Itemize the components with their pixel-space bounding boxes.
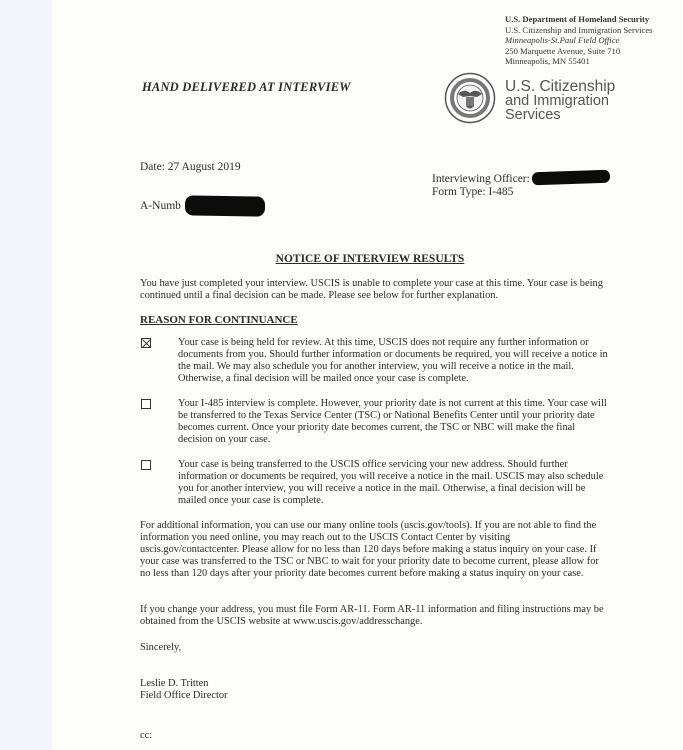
reason-heading: REASON FOR CONTINUANCE: [140, 314, 298, 326]
closing: Sincerely,: [140, 642, 182, 653]
officer-label: Interviewing Officer:: [432, 173, 530, 185]
option-1-text: Your case is being held for review. At this time, USCIS does not require any further information or documents from you. Should further information or documents be required, you will receive a notice in the mail. We may also schedule you for another interview, you will receive a notice in the mail. Otherwise, a final decision will be mailed once your case is complete.: [178, 337, 608, 384]
form-type: Form Type: I-485: [432, 186, 514, 198]
option-2-checkbox: [141, 399, 151, 409]
signature-block: [140, 678, 228, 702]
hand-delivered-label: HAND DELIVERED AT INTERVIEW: [142, 80, 351, 94]
logo-line2: and Immigration: [505, 93, 609, 109]
dept-name: U.S. Department of Homeland Security: [505, 14, 650, 24]
logo-line1: U.S. Citizenship: [505, 78, 616, 95]
additional-info-paragraph: For additional information, you can use our many online tools (uscis.gov/tools). If you are not able to find the information you need online, you may reach out to the USCIS Contact Center by visiting uscis.gov/contactcenter. Please allow for no less than 120 days before making a status inquiry on your case. If your case was transferred to the TSC or NBC to wait for your priority date to become current, please allow for no less than 120 days after your priority date becomes current before making a status inquiry on your case.: [140, 520, 599, 579]
address-change-paragraph: If you change your address, you must file Form AR-11. Form AR-11 information and filing instructions may be obtained from the USCIS website at www.uscis.gov/addresschange.: [140, 604, 604, 627]
option-3-checkbox: [141, 460, 151, 470]
uscis-logo: [505, 80, 615, 122]
signer-name: Leslie D. Tritten: [140, 678, 209, 689]
field-office: Minneapolis-St.Paul Field Office: [505, 35, 620, 45]
logo-line3: Services: [505, 107, 561, 123]
officer-redaction: [532, 170, 610, 186]
city-address: Minneapolis, MN 55401: [505, 56, 590, 66]
a-number-label: A-Numb: [140, 200, 181, 212]
agency-name: U.S. Citizenship and Immigration Services: [505, 24, 653, 35]
notice-title: NOTICE OF INTERVIEW RESULTS: [275, 253, 465, 265]
signer-title: Field Office Director: [140, 690, 228, 701]
option-3-text: Your case is being transferred to the USCIS office servicing your new address. Should further information or documents be required, you will receive a notice in the mail. USCIS may also schedule you for another interview, you will receive a notice in the mail. Otherwise, a final decision will be mailed once your case is complete.: [178, 459, 604, 506]
option-1-checkbox-checked: [141, 338, 151, 348]
officer-block: [432, 173, 530, 199]
intro-paragraph: You have just completed your interview. USCIS is unable to complete your case at this time. Your case is being continued until a final decision can be made. Please see below for further explanation.: [140, 278, 603, 301]
a-number-redaction: [185, 195, 265, 216]
option-2-text: Your I-485 interview is complete. However, your priority date is not current at this time. Your case will be transferred to the Texas Service Center (TSC) or National Benefits Center until your priority date becomes current. Once your priority date becomes current, the TSC or NBC will make the final decision on your case.: [178, 398, 607, 445]
street-address: 250 Marquette Avenue, Suite 710: [505, 45, 621, 56]
letter-date: Date: 27 August 2019: [140, 161, 241, 173]
cc-label: cc:: [140, 730, 153, 741]
dhs-seal-icon: [444, 72, 496, 124]
letterhead: [505, 14, 653, 67]
